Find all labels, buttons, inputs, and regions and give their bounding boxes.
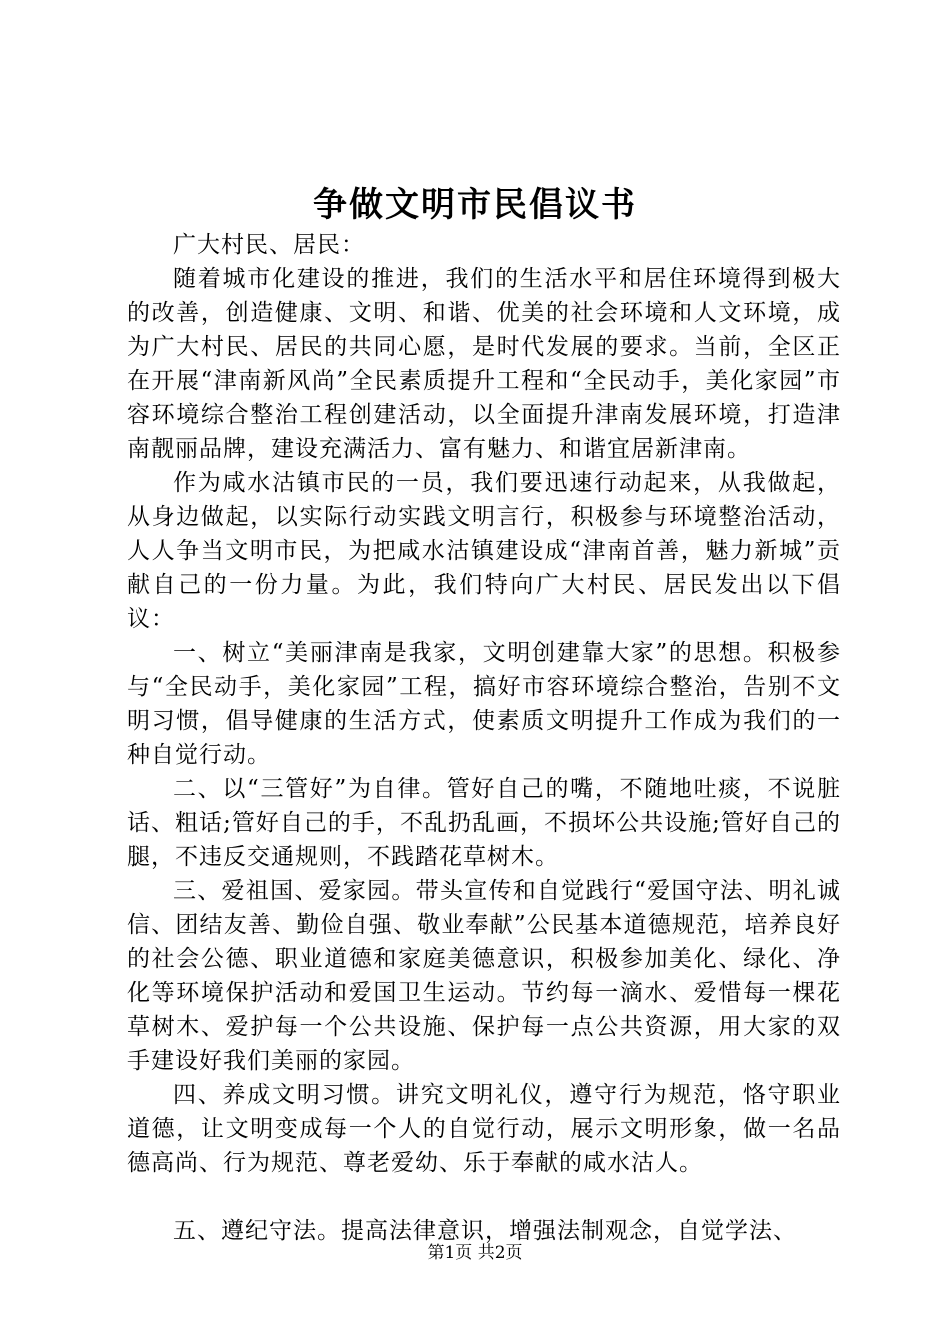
paragraph-call: 作为咸水沽镇市民的一员，我们要迅速行动起来，从我做起，从身边做起，以实际行动实践文明言行，积极参与环境整治活动，人人争当文明市民，为把咸水沽镇建设成“津南首善，魅力新城”贡献自己的一份力量。为此，我们特向广大村民、居民发出以下倡议： <box>127 470 841 632</box>
paragraph-item-4: 四、养成文明习惯。讲究文明礼仪，遵守行为规范，恪守职业道德，让文明变成每一个人的自觉行动，展示文明形象，做一名品德高尚、行为规范、尊老爱幼、乐于奉献的咸水沽人。 <box>127 1082 841 1176</box>
document-title: 争做文明市民倡议书 <box>313 185 637 225</box>
paragraph-item-5: 五、遵纪守法。提高法律意识，增强法制观念，自觉学法、 <box>173 1218 797 1244</box>
paragraph-item-2: 二、以“三管好”为自律。管好自己的嘴，不随地吐痰，不说脏话、粗话;管好自己的手，不乱扔乱画，不损坏公共设施;管好自己的腿，不违反交通规则，不践踏花草树木。 <box>127 776 841 870</box>
paragraph-item-1: 一、树立“美丽津南是我家，文明创建靠大家”的思想。积极参与“全民动手，美化家园”工程，搞好市容环境综合整治，告别不文明习惯，倡导健康的生活方式，使素质文明提升工作成为我们的一种自觉行动。 <box>127 640 841 768</box>
salutation: 广大村民、居民： <box>173 232 365 258</box>
paragraph-item-3: 三、爱祖国、爱家园。带头宣传和自觉践行“爱国守法、明礼诚信、团结友善、勤俭自强、敬业奉献”公民基本道德规范，培养良好的社会公德、职业道德和家庭美德意识，积极参加美化、绿化、净化等环境保护活动和爱国卫生运动。节约每一滴水、爱惜每一棵花草树木、爱护每一个公共设施、保护每一点公共资源，用大家的双手建设好我们美丽的家园。 <box>127 878 841 1074</box>
document-body <box>127 228 841 1248</box>
page-footer: 第1页 共2页 <box>427 1243 523 1263</box>
paragraph-intro: 随着城市化建设的推进，我们的生活水平和居住环境得到极大的改善，创造健康、文明、和谐、优美的社会环境和人文环境，成为广大村民、居民的共同心愿，是时代发展的要求。当前，全区正在开展“津南新风尚”全民素质提升工程和“全民动手，美化家园”市容环境综合整治工程创建活动，以全面提升津南发展环境，打造津南靓丽品牌，建设充满活力、富有魅力、和谐宜居新津南。 <box>127 266 841 462</box>
